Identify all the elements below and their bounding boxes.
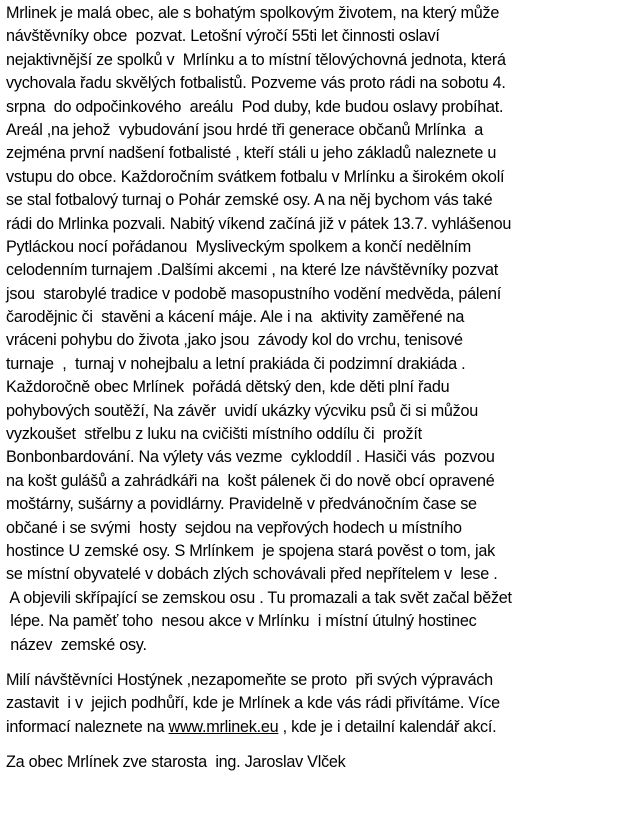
text-line: zejména první nadšení fotbalisté , kteří stáli u jeho základů naleznete u	[6, 144, 497, 163]
text-line: Mrlinek je malá obec, ale s bohatým spolkovým životem, na který může	[6, 4, 500, 22]
text-line: se místní obyvatelé v dobách zlých schovávali před nepřítelem v lese .	[6, 565, 498, 584]
text-line: název zemské osy.	[6, 635, 147, 654]
text-line: hostince U zemské osy. S Mrlínkem je spojena stará pověst o tom, jak	[6, 541, 495, 560]
text-line: čarodějnic či stavěni a kácení máje. Ale i na aktivity zaměřené na	[6, 308, 465, 327]
paragraph-invitation	[6, 669, 618, 739]
text-line: Milí návštěvníci Hostýnek ,nezapomeňte se proto při svých výpravách	[6, 670, 493, 689]
text-line: lépe. Na paměť toho nesou akce v Mrlínku i místní útulný hostinec	[6, 612, 477, 631]
text-line: srpna do odpočinkového areálu Pod duby, kde budou oslavy probíhat.	[6, 97, 504, 116]
text-line: pohybových soutěží, Na závěr uvidí ukázky výcviku psů či si můžou	[6, 401, 479, 420]
text-line: vstupu do obce. Každoročním svátkem fotbalu v Mrlínku a širokém okolí	[6, 167, 505, 186]
document-body	[6, 2, 618, 775]
paragraph-spacer	[6, 657, 618, 669]
text-line: Bonbonbardování. Na výlety vás vezme cykloddíl . Hasiči vás pozvou	[6, 448, 495, 467]
text-line: vyzkoušet střelbu z luku na cvičišti místního oddílu či prožít	[6, 425, 422, 444]
text-line: na košt gulášů a zahrádkáři na košt pálenek či do nově obcí opravené	[6, 471, 495, 490]
text-line: Pytláckou nocí pořádanou Mysliveckým spolkem a končí nedělním	[6, 237, 471, 256]
text-line: vychovala řadu skvělých fotbalistů. Pozveme vás proto rádi na sobotu 4.	[6, 74, 506, 93]
text-line: se stal fotbalový turnaj o Pohár zemské osy. A na něj bychom vás také	[6, 191, 493, 210]
text-line: návštěvníky obce pozvat. Letošní výročí 55ti let činnosti oslaví	[6, 27, 440, 46]
text-line	[6, 716, 618, 739]
text-line: nejaktivnější ze spolků v Mrlínku a to místní tělovýchovná jednota, která	[6, 50, 506, 69]
text-line: občané i se svými hosty sejdou na vepřových hodech u místního	[6, 518, 462, 537]
text-line: rádi do Mrlinka pozvali. Nabitý víkend začíná již v pátek 13.7. vyhlášenou	[6, 214, 512, 233]
text-line: A objevili skřípající se zemskou osu . Tu promazali a tak svět začal běžet	[6, 588, 512, 607]
text-line: turnaje , turnaj v nohejbalu a letní prakiáda či podzimní drakiáda .	[6, 354, 466, 373]
signature-line: Za obec Mrlínek zve starosta ing. Jaroslav Vlček	[6, 753, 346, 772]
text-line: vráceni pohybu do života ,jako jsou závody kol do vrchu, tenisové	[6, 331, 463, 350]
text-line: moštárny, sušárny a povidlárny. Pravidelně v předvánočním čase se	[6, 495, 477, 514]
text-fragment: , kde je i detailní kalendář akcí.	[278, 717, 497, 736]
text-line: celodenním turnajem .Dalšími akcemi , na které lze návštěvníky pozvat	[6, 261, 498, 280]
website-link[interactable]: www.mrlinek.eu	[168, 717, 279, 736]
paragraph-spacer	[6, 739, 618, 751]
text-line: zastavit i v jejich podhůří, kde je Mrlínek a kde vás rádi přivítáme. Více	[6, 694, 500, 713]
text-line: Areál ,na jehož vybudování jsou hrdé tři generace občanů Mrlínka a	[6, 120, 484, 139]
text-line: Každoročně obec Mrlínek pořádá dětský den, kde děti plní řadu	[6, 378, 450, 397]
text-line: jsou starobylé tradice v podobě masopustního vodění medvěda, pálení	[6, 284, 502, 303]
text-fragment: informací naleznete na	[6, 717, 169, 736]
paragraph-intro	[6, 2, 618, 657]
